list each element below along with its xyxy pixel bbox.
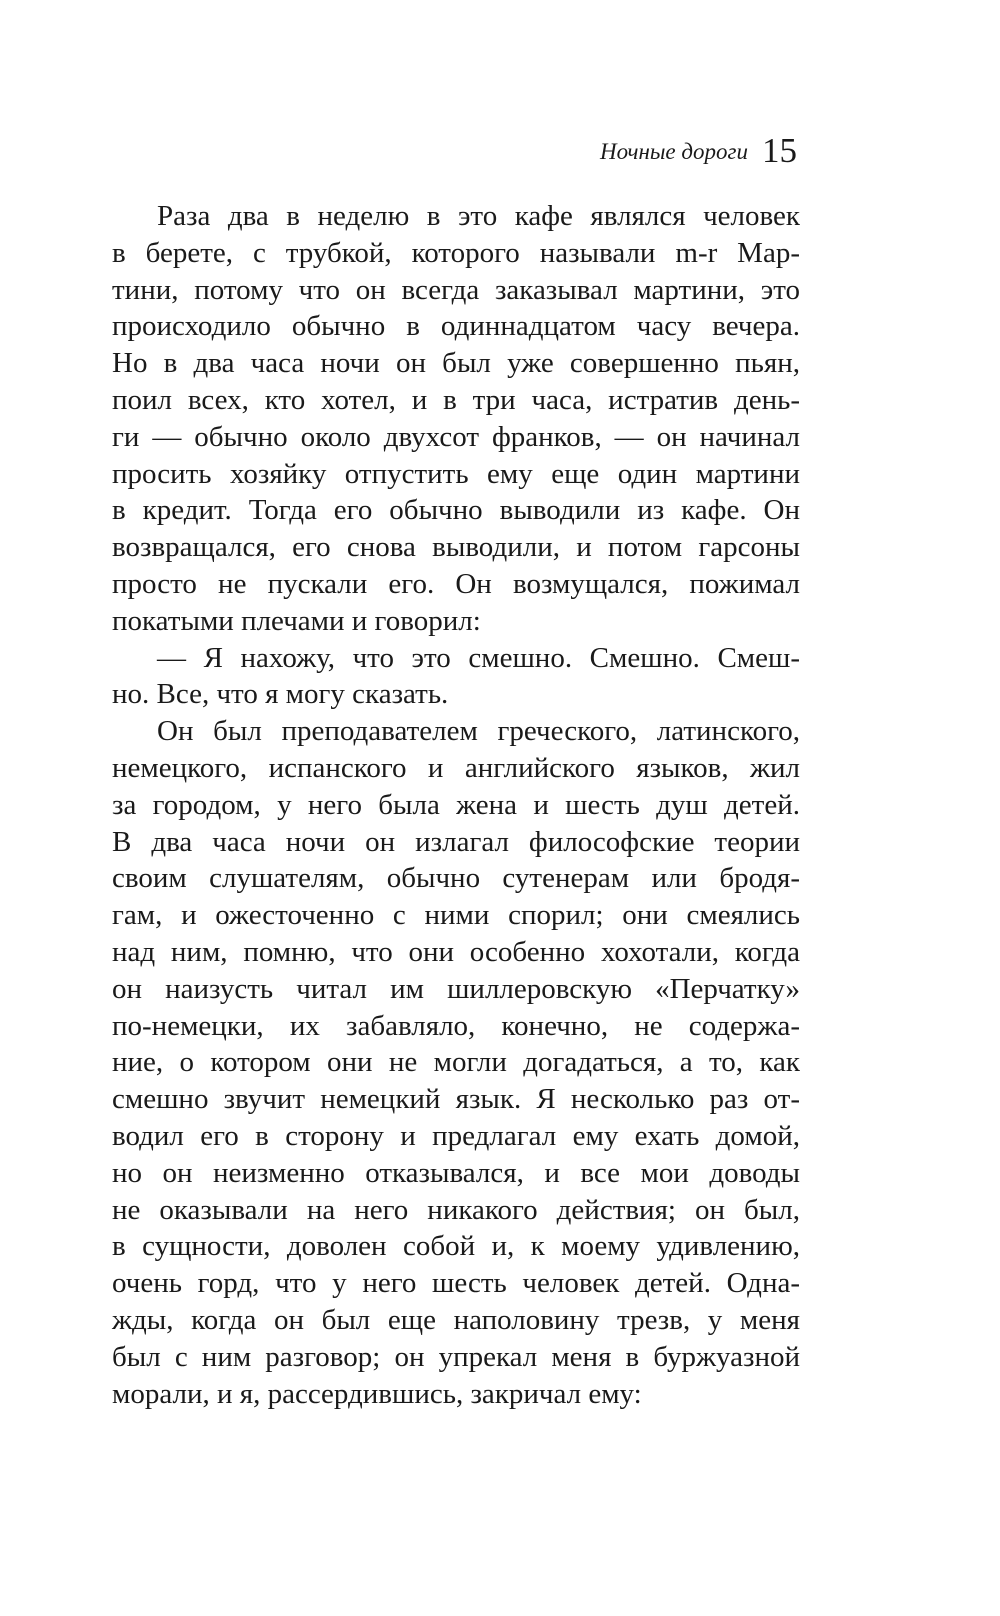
text-line: не оказывали на него никакого действия; он был, xyxy=(112,1193,800,1226)
text-line: просто не пускали его. Он возмущался, пожимал xyxy=(112,568,800,600)
text-line: Раза два в неделю в это кафе являлся человек xyxy=(157,200,800,232)
text-line: — Я нахожу, что это смешно. Смешно. Смеш- xyxy=(157,641,800,674)
text-line: очень горд, что у него шесть человек детей. Одна- xyxy=(112,1267,800,1300)
text-line: водил его в сторону и предлагал ему ехать домой, xyxy=(112,1120,800,1152)
text-line: над ним, помню, что они особенно хохотали, когда xyxy=(112,936,800,968)
text-line: своим слушателям, обычно сутенерам или бродя- xyxy=(112,862,800,895)
text-line: в кредит. Тогда его обычно выводили из кафе. Он xyxy=(112,494,800,527)
text-line: морали, и я, рассердившись, закричал ему: xyxy=(112,1377,642,1410)
text-line: В два часа ночи он излагал философские теории xyxy=(112,825,800,858)
text-line: возвращался, его снова выводили, и потом гарсоны xyxy=(112,531,800,564)
text-line: но. Все, что я могу сказать. xyxy=(112,678,449,711)
text-line: жды, когда он был еще наполовину трезв, у меня xyxy=(112,1304,800,1336)
text-line: немецкого, испанского и английского языков, жил xyxy=(112,752,800,784)
running-title: Ночные дороги xyxy=(599,139,748,164)
text-line: но он неизменно отказывался, и все мои доводы xyxy=(112,1156,800,1189)
page-number: 15 xyxy=(762,131,797,170)
text-line: происходило обычно в одиннадцатом часу вечера. xyxy=(112,310,800,343)
text-line: Но в два часа ночи он был уже совершенно пьян, xyxy=(112,347,800,380)
text-line: ние, о котором они не могли догадаться, а то, как xyxy=(112,1046,800,1079)
text-line: тини, потому что он всегда заказывал мартини, это xyxy=(112,273,800,306)
text-line: Он был преподавателем греческого, латинского, xyxy=(157,715,800,748)
text-line: гам, и ожесточенно с ними спорил; они смеялись xyxy=(112,899,800,932)
text-line: в сущности, доволен собой и, к моему удивлению, xyxy=(112,1230,800,1263)
text-line: в берете, с трубкой, которого называли m-r Мар- xyxy=(112,236,800,269)
text-line: за городом, у него была жена и шесть душ детей. xyxy=(112,788,800,821)
text-line: просить хозяйку отпустить ему еще один мартини xyxy=(112,457,800,490)
text-line: ги — обычно около двухсот франков, — он начинал xyxy=(112,420,800,453)
text-line: был с ним разговор; он упрекал меня в буржуазной xyxy=(112,1340,800,1373)
text-line: поил всех, кто хотел, и в три часа, истратив день- xyxy=(112,384,800,416)
text-line: по-немецки, их забавляло, конечно, не содержа- xyxy=(112,1009,800,1042)
text-line: он наизусть читал им шиллеровскую «Перчатку» xyxy=(112,972,800,1005)
text-line: покатыми плечами и говорил: xyxy=(112,604,481,637)
text-line: смешно звучит немецкий язык. Я несколько раз от- xyxy=(112,1083,800,1116)
